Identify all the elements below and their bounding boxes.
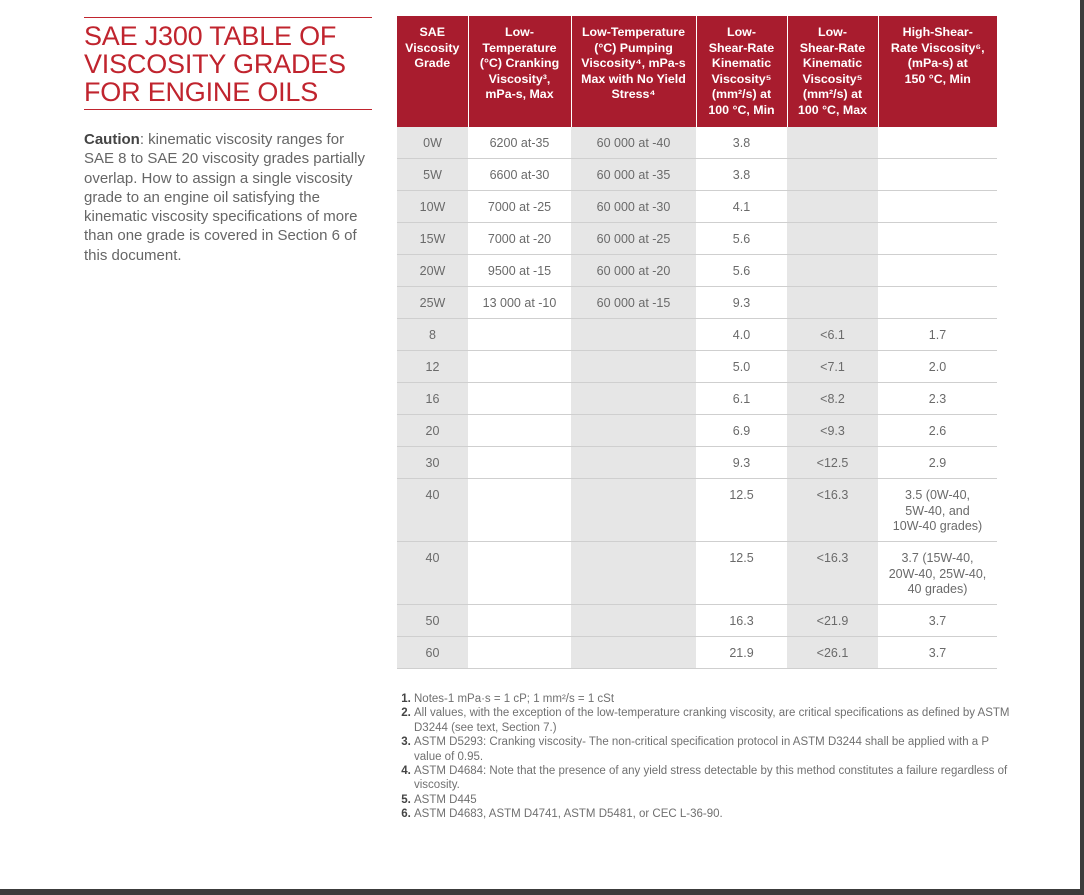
header-pumping-viscosity: Low-Temperature (°C) Pumping Viscosity⁴, mPa-s Max with No Yield Stress⁴ [571, 16, 696, 127]
cell-grade: 40 [397, 542, 468, 605]
cell-pumping [571, 383, 696, 415]
cell-kinematic-max: <21.9 [787, 605, 878, 637]
cell-grade: 12 [397, 351, 468, 383]
cell-kinematic-max: <12.5 [787, 447, 878, 479]
cell-pumping [571, 637, 696, 669]
cell-pumping: 60 000 at -30 [571, 191, 696, 223]
cell-kinematic-min: 3.8 [696, 127, 787, 159]
cell-high-shear: 2.0 [878, 351, 997, 383]
cell-cranking: 13 000 at -10 [468, 287, 571, 319]
header-sae-grade: SAE Viscosity Grade [397, 16, 468, 127]
cell-kinematic-max: <7.1 [787, 351, 878, 383]
title-rule-bottom [84, 109, 372, 110]
cell-kinematic-min: 5.6 [696, 255, 787, 287]
cell-kinematic-max: <9.3 [787, 415, 878, 447]
cell-grade: 15W [397, 223, 468, 255]
caution-note [84, 130, 369, 265]
cell-cranking [468, 605, 571, 637]
cell-pumping: 60 000 at -20 [571, 255, 696, 287]
cell-high-shear [878, 191, 997, 223]
cell-high-shear: 3.7 [878, 637, 997, 669]
footnote-item: 6. ASTM D4683, ASTM D4741, ASTM D5481, or CEC L-36-90. [414, 807, 1014, 821]
cell-grade: 20 [397, 415, 468, 447]
footnote-item: 2. All values, with the exception of the low-temperature cranking viscosity, are critical specifications as defined by ASTM D3244 (see text, Section 7.) [414, 706, 1014, 735]
table-row [397, 319, 997, 351]
cell-kinematic-max: <8.2 [787, 383, 878, 415]
cell-kinematic-min: 5.0 [696, 351, 787, 383]
page-frame-bottom [0, 889, 1084, 895]
cell-pumping: 60 000 at -40 [571, 127, 696, 159]
cell-pumping: 60 000 at -15 [571, 287, 696, 319]
cell-cranking [468, 383, 571, 415]
cell-cranking: 6200 at-35 [468, 127, 571, 159]
cell-grade: 20W [397, 255, 468, 287]
title-line: FOR ENGINE OILS [84, 77, 319, 107]
table-row [397, 223, 997, 255]
cell-kinematic-min: 4.1 [696, 191, 787, 223]
cell-pumping: 60 000 at -25 [571, 223, 696, 255]
footnote-item: 1. Notes-1 mPa·s = 1 cP; 1 mm²/s = 1 cSt [414, 692, 1014, 706]
cell-cranking: 9500 at -15 [468, 255, 571, 287]
table-row [397, 415, 997, 447]
cell-high-shear: 2.3 [878, 383, 997, 415]
cell-pumping [571, 415, 696, 447]
cell-cranking [468, 479, 571, 542]
table-row [397, 351, 997, 383]
cell-kinematic-min: 16.3 [696, 605, 787, 637]
table-row [397, 479, 997, 542]
cell-grade: 5W [397, 159, 468, 191]
cell-kinematic-min: 3.8 [696, 159, 787, 191]
table-row [397, 605, 997, 637]
cell-kinematic-min: 12.5 [696, 542, 787, 605]
cell-high-shear [878, 287, 997, 319]
cell-kinematic-max [787, 159, 878, 191]
cell-kinematic-min: 12.5 [696, 479, 787, 542]
table-row [397, 542, 997, 605]
page-title [84, 22, 384, 106]
cell-kinematic-min: 9.3 [696, 287, 787, 319]
cell-grade: 60 [397, 637, 468, 669]
cell-grade: 40 [397, 479, 468, 542]
cell-grade: 10W [397, 191, 468, 223]
cell-kinematic-min: 5.6 [696, 223, 787, 255]
cell-cranking [468, 542, 571, 605]
caution-label: Caution [84, 131, 140, 148]
cell-kinematic-min: 6.9 [696, 415, 787, 447]
table-body [397, 127, 997, 669]
cell-kinematic-min: 21.9 [696, 637, 787, 669]
cell-grade: 30 [397, 447, 468, 479]
cell-high-shear [878, 255, 997, 287]
table-row [397, 287, 997, 319]
table-header [397, 16, 997, 127]
cell-high-shear: 1.7 [878, 319, 997, 351]
cell-cranking [468, 447, 571, 479]
cell-grade: 25W [397, 287, 468, 319]
cell-high-shear [878, 127, 997, 159]
table-row [397, 159, 997, 191]
cell-high-shear: 3.7 (15W-40, 20W-40, 25W-40, 40 grades) [878, 542, 997, 605]
cell-kinematic-min: 4.0 [696, 319, 787, 351]
cell-pumping: 60 000 at -35 [571, 159, 696, 191]
cell-cranking: 7000 at -20 [468, 223, 571, 255]
cell-high-shear: 2.6 [878, 415, 997, 447]
cell-grade: 50 [397, 605, 468, 637]
cell-pumping [571, 605, 696, 637]
title-line: SAE J300 TABLE OF [84, 21, 337, 51]
cell-cranking [468, 351, 571, 383]
cell-kinematic-max: <16.3 [787, 479, 878, 542]
cell-pumping [571, 479, 696, 542]
table-row [397, 637, 997, 669]
header-high-shear: High-Shear- Rate Viscosity⁶, (mPa-s) at 150 °C, Min [878, 16, 997, 127]
cell-kinematic-min: 6.1 [696, 383, 787, 415]
cell-cranking [468, 637, 571, 669]
cell-kinematic-max [787, 287, 878, 319]
cell-kinematic-max [787, 191, 878, 223]
table-row [397, 127, 997, 159]
header-cranking-viscosity: Low- Temperature (°C) Cranking Viscosity³, mPa-s, Max [468, 16, 571, 127]
cell-high-shear: 2.9 [878, 447, 997, 479]
cell-kinematic-max: <16.3 [787, 542, 878, 605]
table-row [397, 255, 997, 287]
footnote-item: 3. ASTM D5293: Cranking viscosity- The non-critical specification protocol in ASTM D3244 shall be applied with a P value of 0.95. [414, 735, 1014, 764]
header-kinematic-max: Low- Shear-Rate Kinematic Viscosity⁵ (mm²/s) at 100 °C, Max [787, 16, 878, 127]
cell-high-shear [878, 159, 997, 191]
title-line: VISCOSITY GRADES [84, 49, 346, 79]
table-row [397, 383, 997, 415]
cell-cranking [468, 415, 571, 447]
footnote-item: 5. ASTM D445 [414, 793, 1014, 807]
cell-high-shear [878, 223, 997, 255]
cell-cranking: 6600 at-30 [468, 159, 571, 191]
cell-high-shear: 3.7 [878, 605, 997, 637]
footnote-item: 4. ASTM D4684: Note that the presence of any yield stress detectable by this method constitutes a failure regardless of viscosity. [414, 764, 1014, 793]
table-row [397, 447, 997, 479]
footnotes-list [397, 692, 1014, 822]
cell-kinematic-max [787, 223, 878, 255]
cell-grade: 0W [397, 127, 468, 159]
cell-kinematic-max: <26.1 [787, 637, 878, 669]
cell-cranking [468, 319, 571, 351]
page-frame-right [1080, 0, 1084, 895]
cell-kinematic-min: 9.3 [696, 447, 787, 479]
cell-pumping [571, 319, 696, 351]
cell-pumping [571, 351, 696, 383]
cell-high-shear: 3.5 (0W-40, 5W-40, and 10W-40 grades) [878, 479, 997, 542]
viscosity-grades-table [397, 16, 997, 669]
cell-kinematic-max: <6.1 [787, 319, 878, 351]
table-header-row [397, 16, 997, 127]
table-row [397, 191, 997, 223]
cell-pumping [571, 542, 696, 605]
title-rule-top [84, 17, 372, 18]
cell-grade: 8 [397, 319, 468, 351]
cell-grade: 16 [397, 383, 468, 415]
cell-cranking: 7000 at -25 [468, 191, 571, 223]
cell-kinematic-max [787, 255, 878, 287]
cell-pumping [571, 447, 696, 479]
caution-text: : kinematic viscosity ranges for SAE 8 to SAE 20 viscosity grades partially overlap. How to assign a single viscosity grade to an engine oil satisfying the kinematic viscosity specifications of more than one grade is covered in Section 6 of this document. [84, 131, 365, 264]
header-kinematic-min: Low- Shear-Rate Kinematic Viscosity⁵ (mm²/s) at 100 °C, Min [696, 16, 787, 127]
cell-kinematic-max [787, 127, 878, 159]
